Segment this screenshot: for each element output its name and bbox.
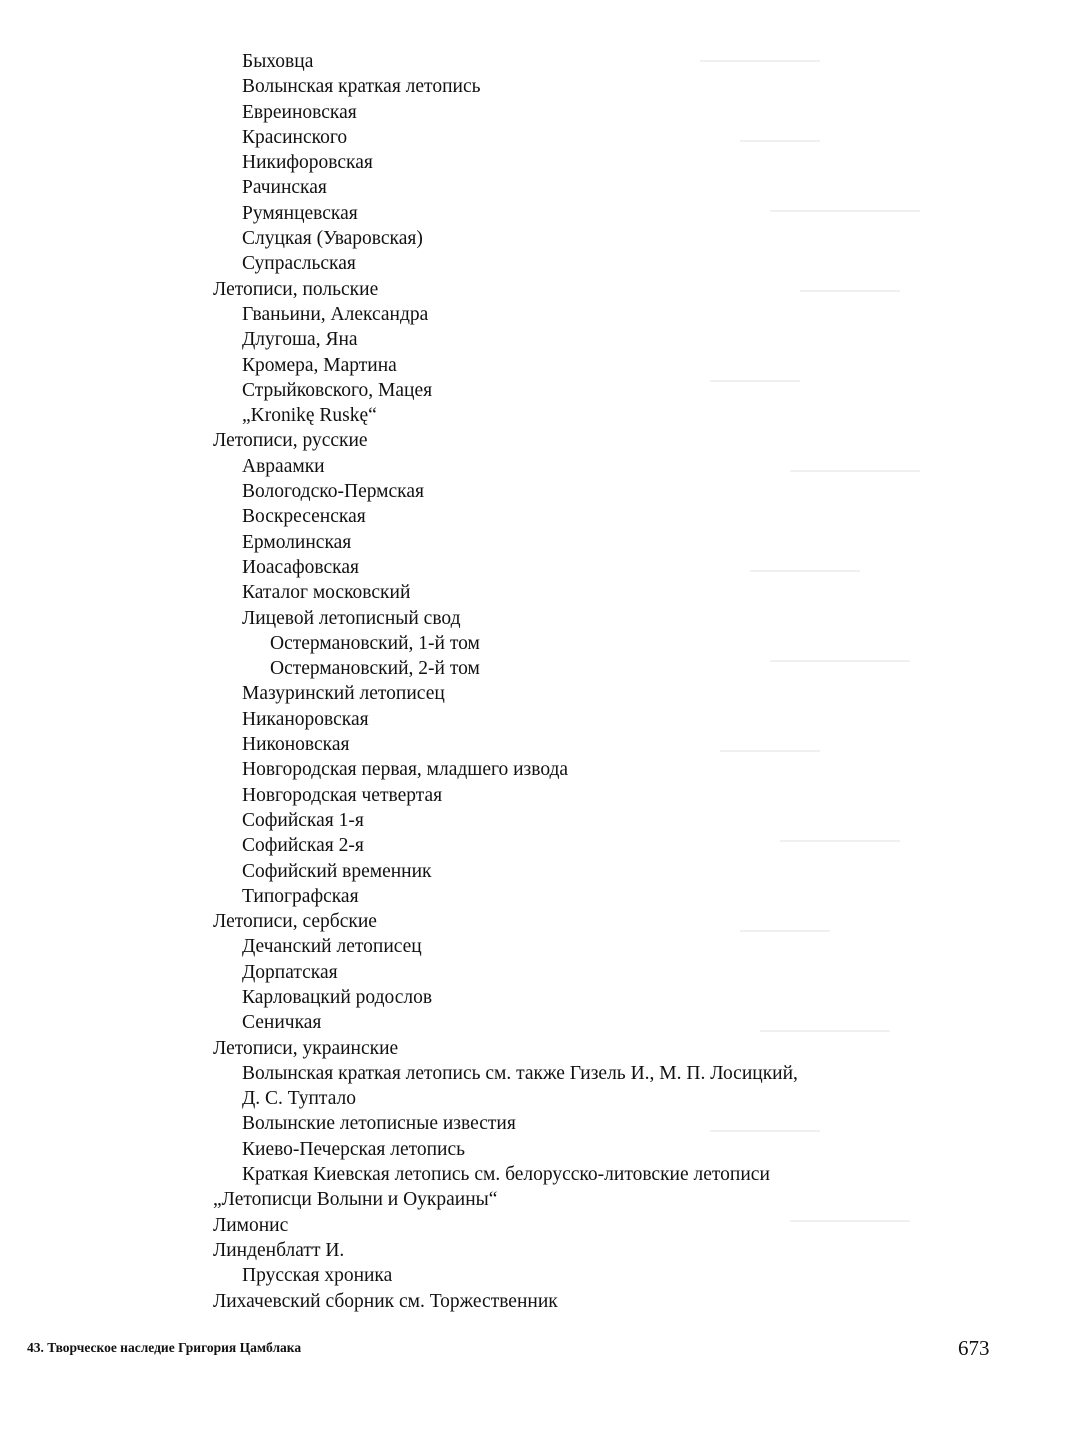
index-subentry: Волынские летописные известия: [242, 1113, 516, 1135]
index-subentry: Типографская: [242, 885, 359, 907]
index-subentry: Киево-Печерская летопись: [242, 1138, 466, 1160]
index-heading: Лимонис: [213, 1214, 289, 1236]
index-subentry: Лицевой летописный свод: [242, 607, 461, 629]
index-subentry: „Kronikę Ruskę“: [242, 405, 377, 427]
index-subsubentry: Остермановский, 1-й том: [270, 632, 480, 654]
index-heading: Летописи, сербские: [213, 911, 377, 933]
index-list: [0, 49, 1080, 1314]
index-subentry: Софийская 1-я: [242, 809, 364, 831]
index-subentry: Румянцевская: [242, 202, 358, 224]
index-subentry: Каталог московский: [242, 582, 411, 604]
index-subentry: Авраамки: [242, 455, 325, 477]
index-subentry: Евреиновская: [242, 101, 357, 123]
index-subentry: Длугоша, Яна: [242, 329, 358, 351]
index-subentry: Быховца: [242, 51, 314, 72]
index-heading: Линденблатт И.: [213, 1239, 345, 1261]
index-subentry: Стрыйковского, Мацея: [242, 379, 433, 401]
running-title: 43. Творческое наследие Григория Цамблака: [27, 1340, 302, 1355]
index-subentry: Вологодско-Пермская: [242, 481, 424, 503]
index-subentry: Никифоровская: [242, 152, 373, 174]
index-subentry: Иоасафовская: [242, 556, 359, 578]
index-subentry: Дорпатская: [242, 961, 338, 983]
index-heading: Летописи, русские: [213, 430, 368, 452]
index-subentry: Новгородская первая, младшего извода: [242, 759, 569, 781]
index-subentry: Гваньини, Александра: [242, 303, 429, 325]
index-subentry: Никаноровская: [242, 708, 369, 730]
index-subentry: Супрасльская: [242, 253, 356, 275]
index-subentry: Слуцкая (Уваровская): [242, 228, 423, 250]
index-subentry: Софийский временник: [242, 860, 432, 882]
index-subentry: Сеничкая: [242, 1012, 322, 1034]
index-subentry: Д. С. Туптало: [242, 1088, 357, 1110]
index-subentry: Прусская хроника: [242, 1265, 393, 1287]
index-subentry: Кромера, Мартина: [242, 354, 397, 376]
page-number: 673: [958, 1336, 990, 1360]
index-subentry: Софийская 2-я: [242, 835, 364, 857]
index-subentry: Рачинская: [242, 177, 327, 199]
index-subentry: Воскресенская: [242, 506, 366, 528]
index-subentry: Дечанский летописец: [242, 936, 422, 958]
index-subsubentry: Остермановский, 2-й том: [270, 658, 480, 680]
index-subentry: Ермолинская: [242, 531, 352, 553]
index-subentry: Мазуринский летописец: [242, 683, 445, 705]
index-heading: Лихачевский сборник см. Торжественник: [213, 1290, 558, 1312]
index-heading: Летописи, польские: [213, 278, 379, 300]
index-subentry: Волынская краткая летопись: [242, 76, 481, 98]
index-heading: „Летописци Волыни и Оукраины“: [213, 1189, 498, 1211]
index-subentry: Волынская краткая летопись см. также Гизель И., М. П. Лосицкий,: [242, 1062, 798, 1084]
index-subentry: Красинского: [242, 126, 348, 148]
index-subentry: Новгородская четвертая: [242, 784, 443, 806]
index-subentry: Краткая Киевская летопись см. белорусско-литовские летописи: [242, 1164, 770, 1186]
index-subentry: Карловацкий родослов: [242, 986, 433, 1008]
index-heading: Летописи, украинские: [213, 1037, 399, 1059]
index-subentry: Никоновская: [242, 734, 350, 756]
